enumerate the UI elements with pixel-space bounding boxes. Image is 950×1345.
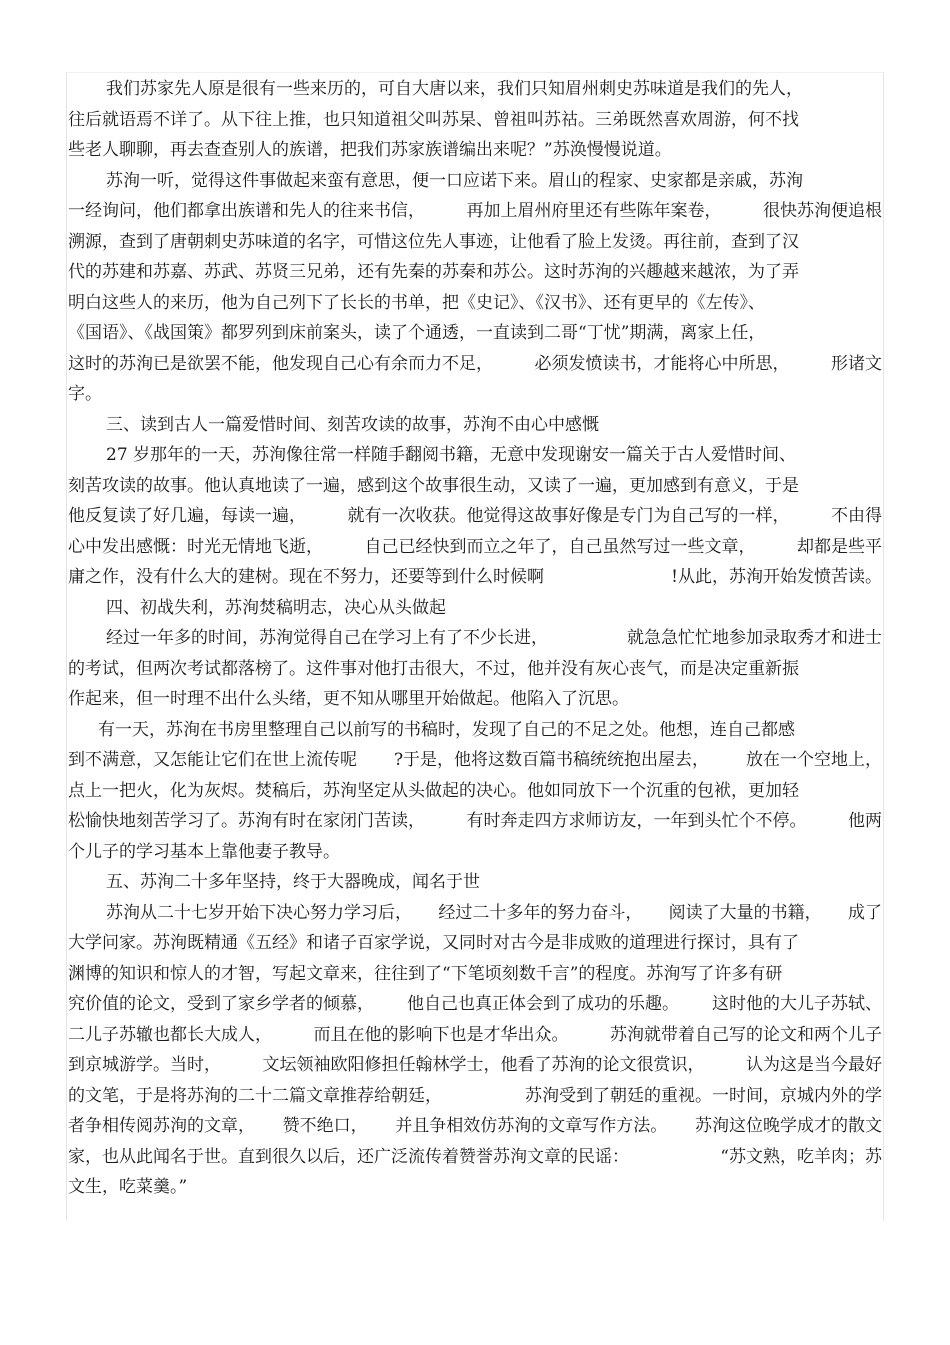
text-segment: 很快苏洵便追根 bbox=[763, 201, 882, 221]
text-line bbox=[68, 227, 882, 258]
text-segment: 者争相传阅苏洵的文章， bbox=[68, 1116, 255, 1136]
text-line bbox=[68, 1142, 882, 1173]
text-line bbox=[68, 623, 882, 654]
text-segment: 就急急忙忙地参加录取秀才和进士 bbox=[627, 628, 882, 648]
text-segment: 字。 bbox=[68, 384, 102, 404]
text-segment: 大学问家。苏洵既精通《五经》和诸子百家学说，又同时对古今是非成败的道理进行探讨，具有了 bbox=[68, 933, 799, 953]
text-segment: 27 岁那年的一天，苏洵像往常一样随手翻阅书籍，无意中发现谢安一篇关于古人爱惜时间、 bbox=[106, 445, 797, 465]
text-segment: 必须发愤读书，才能将心中所思， bbox=[534, 353, 790, 374]
text-segment: 经过二十多年的努力奋斗， bbox=[438, 902, 643, 923]
text-line bbox=[68, 806, 882, 837]
text-segment: 赞不绝口， bbox=[282, 1116, 368, 1136]
text-segment: 文生，吃菜羹。” bbox=[68, 1177, 188, 1197]
text-segment: 他反复读了好几遍，每读一遍， bbox=[68, 506, 306, 526]
text-segment: 苏洵就带着自己写的论文和两个儿子 bbox=[610, 1024, 882, 1045]
text-segment: 再加上眉州府里还有些陈年案卷， bbox=[466, 201, 722, 221]
text-line bbox=[68, 959, 882, 990]
text-segment: 苏洵一听，觉得这件事做起来蛮有意思，便一口应诺下来。眉山的程家、史家都是亲戚，苏洵 bbox=[106, 170, 803, 191]
text-line bbox=[68, 1172, 882, 1203]
text-segment: 点上一把火，化为灰烬。焚稿后，苏洵坚定从头做起的决心。他如同放下一个沉重的包袱，更加轻 bbox=[68, 780, 799, 801]
text-line bbox=[68, 1050, 882, 1081]
text-segment: 的考试，但两次考试都落榜了。这件事对他打击很大，不过，他并没有灰心丧气，而是决定重新振 bbox=[68, 658, 799, 679]
text-line bbox=[68, 1111, 882, 1142]
text-line bbox=[68, 379, 882, 410]
text-segment: 五、苏洵二十多年坚持，终于大器晚成，闻名于世 bbox=[106, 872, 480, 892]
text-line bbox=[68, 257, 882, 288]
text-line bbox=[68, 898, 882, 929]
text-segment: 《国语》、《战国策》都罗列到床前案头，读了个通透，一直读到二哥“丁忧”期满，离家上任， bbox=[68, 323, 766, 343]
text-line bbox=[68, 745, 882, 776]
text-segment: 文坛领袖欧阳修担任翰林学士，他看了苏洵的论文很赏识， bbox=[262, 1055, 705, 1075]
text-segment: 往后就语焉不详了。从下往上推，也只知道祖父叫苏杲、曾祖叫苏祜。三弟既然喜欢周游，何不找 bbox=[68, 109, 799, 130]
text-line bbox=[68, 74, 882, 105]
text-segment: 形诸文 bbox=[831, 353, 882, 374]
text-line bbox=[68, 532, 882, 563]
text-line bbox=[68, 654, 882, 685]
text-segment: 松愉快地刻苦学习了。苏洵有时在家闭门苦读， bbox=[68, 811, 425, 831]
text-segment: !从此，苏洵开始发愤苦读。 bbox=[671, 567, 882, 587]
text-segment: ?于是，他将这数百篇书稿统统抱出屋去， bbox=[393, 750, 710, 770]
text-line bbox=[68, 562, 882, 593]
text-segment: 放在一个空地上， bbox=[746, 750, 882, 770]
text-segment: 的文笔，于是将苏洵的二十二篇文章推荐给朝廷， bbox=[68, 1085, 442, 1106]
text-segment: 苏洵从二十七岁开始下决心努力学习后， bbox=[106, 902, 412, 923]
text-line bbox=[68, 196, 882, 227]
text-segment: 家，也从此闻名于世。直到很久以后，还广泛流传着赞誉苏洵文章的民谣： bbox=[68, 1146, 629, 1167]
text-segment: 到京城游学。当时， bbox=[68, 1055, 221, 1075]
text-segment: 庸之作，没有什么大的建树。现在不努力，还要等到什么时候啊 bbox=[68, 567, 544, 587]
text-line bbox=[68, 440, 882, 471]
text-segment: 作起来，但一时理不出什么头绪，更不知从哪里开始做起。他陷入了沉思。 bbox=[68, 689, 629, 709]
text-segment: 这时他的大儿子苏轼、 bbox=[712, 994, 882, 1014]
text-segment: 经过一年多的时间，苏洵觉得自己在学习上有了不少长进， bbox=[106, 628, 548, 648]
text-line bbox=[68, 928, 882, 959]
text-segment: 四、初战失利，苏洵焚稿明志，决心从头做起 bbox=[106, 597, 446, 618]
text-line bbox=[68, 501, 882, 532]
text-segment: 二儿子苏辙也都长大成人， bbox=[68, 1024, 272, 1045]
text-segment: 有一天，苏洵在书房里整理自己以前写的书稿时，发现了自己的不足之处。他想，连自己都感 bbox=[98, 719, 795, 740]
text-segment: 却都是些平 bbox=[797, 536, 882, 557]
document-body bbox=[68, 74, 882, 1203]
text-segment: 而且在他的影响下也是才华出众。 bbox=[313, 1024, 569, 1045]
text-segment: 他两 bbox=[848, 811, 882, 831]
text-segment: 我们苏家先人原是很有一些来历的，可自大唐以来，我们只知眉州刺史苏味道是我们的先人， bbox=[106, 79, 803, 99]
text-line bbox=[68, 1081, 882, 1112]
text-line bbox=[68, 105, 882, 136]
text-segment: 并且争相效仿苏洵的文章写作方法。 bbox=[395, 1116, 668, 1136]
text-line bbox=[68, 684, 882, 715]
text-segment: 有时奔走四方求师访友，一年到头忙个不停。 bbox=[466, 811, 807, 831]
text-segment: 个儿子的学习基本上靠他妻子教导。 bbox=[68, 841, 340, 862]
text-segment: 成了 bbox=[847, 902, 882, 923]
text-segment: 就有一次收获。他觉得这故事好像是专门为自己写的一样， bbox=[347, 506, 790, 526]
text-segment: 明白这些人的来历，他为自己列下了长长的书单，把《史记》、《汉书》、还有更早的《左传》、 bbox=[68, 292, 765, 313]
text-segment: 刻苦攻读的故事。他认真地读了一遍，感到这个故事很生动，又读了一遍，更加感到有意义，于是 bbox=[68, 475, 799, 496]
text-segment: 苏洵受到了朝廷的重视。一时间，京城内外的学 bbox=[525, 1085, 882, 1106]
text-line bbox=[68, 867, 882, 898]
text-line bbox=[68, 593, 882, 624]
text-segment: 到不满意，又怎能让它们在世上流传呢 bbox=[68, 750, 357, 770]
text-segment: 自己已经快到而立之年了，自己虽然写过一些文章， bbox=[364, 536, 756, 557]
text-line bbox=[68, 471, 882, 502]
text-line bbox=[68, 1020, 882, 1051]
text-line bbox=[68, 166, 882, 197]
text-segment: 心中发出感慨：时光无情地飞逝， bbox=[68, 536, 323, 557]
text-line bbox=[68, 837, 882, 868]
text-segment: 三、读到古人一篇爱惜时间、刻苦攻读的故事，苏洵不由心中感慨 bbox=[106, 414, 599, 435]
text-line bbox=[68, 318, 882, 349]
text-segment: 苏洵这位晚学成才的散文 bbox=[694, 1116, 882, 1136]
text-segment: 些老人聊聊，再去查查别人的族谱，把我们苏家族谱编出来呢？”苏涣慢慢说道。 bbox=[68, 140, 672, 160]
text-segment: 代的苏建和苏嘉、苏武、苏贤三兄弟，还有先秦的苏秦和苏公。这时苏洵的兴趣越来越浓，为了弄 bbox=[68, 262, 799, 282]
text-line bbox=[68, 288, 882, 319]
text-segment: 他自己也真正体会到了成功的乐趣。 bbox=[407, 994, 679, 1014]
text-segment: 一经询问，他们都拿出族谱和先人的往来书信， bbox=[68, 201, 425, 221]
text-segment: 究价值的论文，受到了家乡学者的倾慕， bbox=[68, 994, 374, 1014]
text-line bbox=[68, 349, 882, 380]
text-segment: 不由得 bbox=[831, 506, 882, 526]
text-line bbox=[68, 776, 882, 807]
text-line bbox=[68, 715, 882, 746]
text-segment: 这时的苏洵已是欲罢不能，他发现自己心有余而力不足， bbox=[68, 353, 493, 374]
text-segment: 阅读了大量的书籍， bbox=[668, 902, 822, 923]
text-line bbox=[68, 410, 882, 441]
text-segment: “苏文熟，吃羊肉；苏 bbox=[720, 1146, 882, 1167]
text-segment: 溯源，查到了唐朝刺史苏味道的名字，可惜这位先人事迹，让他看了脸上发烫。再往前，查到了汉 bbox=[68, 231, 799, 252]
text-line bbox=[68, 989, 882, 1020]
text-line bbox=[68, 135, 882, 166]
text-segment: 渊博的知识和惊人的才智，写起文章来，往往到了“下笔顷刻数千言”的程度。苏洵写了许多有研 bbox=[68, 963, 783, 984]
text-segment: 认为这是当今最好 bbox=[746, 1055, 882, 1075]
